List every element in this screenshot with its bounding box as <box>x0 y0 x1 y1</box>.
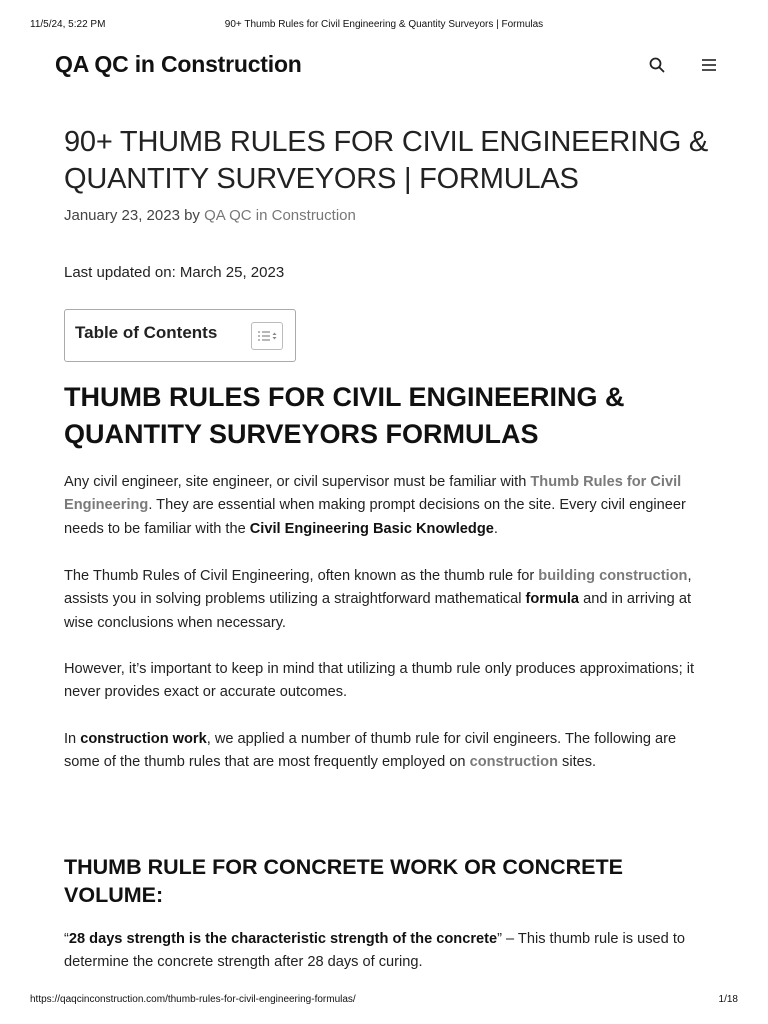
text: . <box>493 520 498 537</box>
print-footer <box>30 994 738 1008</box>
approximation-paragraph: However, it’s important to keep in mind that utilizing a thumb rule only produces approximations; it never provides exact or accurate outcomes. <box>64 661 695 701</box>
post-date: January 23, 2023 <box>64 207 180 224</box>
byline-by: by <box>184 207 200 224</box>
print-url: https://qaqcinconstruction.com/thumb-rules-for-civil-engineering-formulas/ <box>30 994 356 1005</box>
site-title-link[interactable]: QA QC in Construction <box>55 51 302 77</box>
building-construction-link[interactable]: building construction <box>538 568 688 584</box>
author-link[interactable]: QA QC in Construction <box>204 207 356 224</box>
post-title: 90+ THUMB RULES FOR CIVIL ENGINEERING & QUANTITY SURVEYORS | FORMULAS <box>64 126 709 195</box>
text: . They are essential when making prompt decisions on the site. Every civil engineer needs to be familiar with the <box>64 497 686 537</box>
text: , we applied a number of thumb rule for civil engineers. The following are some of the thumb rules that are most frequently employed on <box>64 731 677 771</box>
concrete-strength-paragraph <box>64 928 709 975</box>
bold-text: Civil Engineering Basic Knowledge <box>249 520 494 537</box>
print-header <box>30 19 738 33</box>
page-number: 1/18 <box>718 994 738 1005</box>
text: “ <box>64 931 69 947</box>
intro-paragraph <box>64 471 709 541</box>
concrete-work-heading: THUMB RULE FOR CONCRETE WORK OR CONCRETE VOLUME: <box>64 855 623 907</box>
text: sites. <box>557 754 597 771</box>
thumb-rules-link[interactable]: Thumb Rules for Civil Engineering <box>64 474 682 514</box>
text: Any civil engineer, site engineer, or civil supervisor must be familiar with <box>64 474 531 490</box>
text: The Thumb Rules of Civil Engineering, often known as the thumb rule for <box>64 568 539 584</box>
bold-text: 28 days strength is the characteristic strength of the concrete <box>68 931 498 947</box>
bold-text: construction work <box>80 731 207 747</box>
search-icon[interactable] <box>646 54 668 76</box>
thumb-rules-paragraph <box>64 565 709 635</box>
entry-meta <box>64 207 356 224</box>
header-icons <box>646 54 720 76</box>
bold-text: formula <box>525 591 580 608</box>
section-heading: THUMB RULES FOR CIVIL ENGINEERING & QUANTITY SURVEYORS FORMULAS <box>64 382 625 449</box>
print-datetime: 11/5/24, 5:22 PM <box>30 19 106 30</box>
last-updated: Last updated on: March 25, 2023 <box>64 264 285 281</box>
text: ” – This thumb rule is used to determine the concrete strength after 28 days of curing. <box>64 931 686 971</box>
construction-link[interactable]: construction <box>469 754 558 771</box>
text: , assists you in solving problems utilizing a straightforward mathematical <box>64 568 692 608</box>
text: and in arriving at wise conclusions when necessary. <box>64 591 691 631</box>
text: In <box>64 731 81 747</box>
list-toggle-icon[interactable] <box>251 322 283 350</box>
menu-icon[interactable] <box>698 54 720 76</box>
site-header <box>55 50 720 84</box>
print-doc-title: 90+ Thumb Rules for Civil Engineering & Quantity Surveyors | Formulas <box>224 19 544 30</box>
table-of-contents <box>64 309 296 362</box>
construction-work-paragraph <box>64 728 709 775</box>
toc-title: Table of Contents <box>75 323 218 342</box>
